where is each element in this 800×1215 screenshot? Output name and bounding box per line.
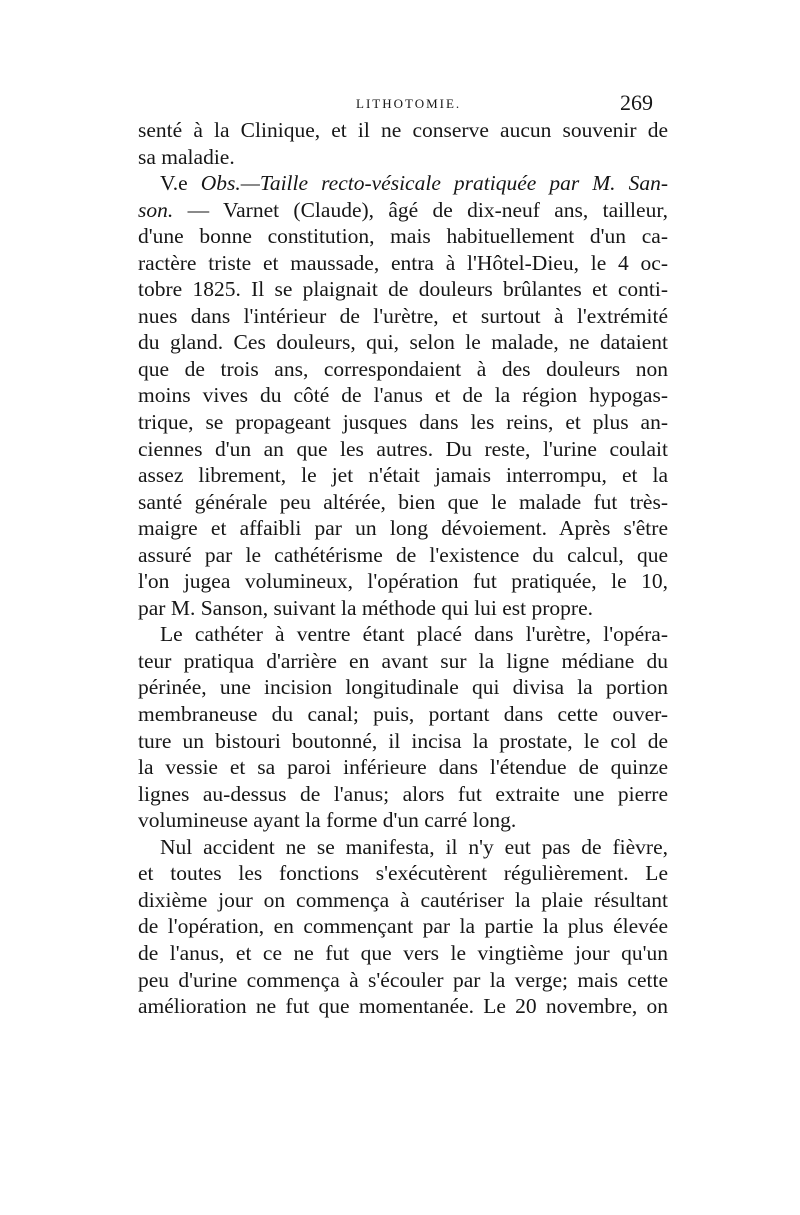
text-line <box>138 940 668 967</box>
text-run: moins vives du côté de l'anus et de la région hypogas- <box>138 383 668 408</box>
text-run: senté à la Clinique, et il ne conserve aucun souvenir de <box>138 118 668 142</box>
text-line <box>138 807 668 834</box>
text-run: trique, se propageant jusques dans les reins, et plus an- <box>138 410 668 435</box>
text-run: Le cathéter à ventre étant placé dans l'urètre, l'opéra- <box>160 622 668 647</box>
text-line <box>138 781 668 808</box>
italic-text: son. <box>138 197 174 222</box>
text-run: ractère triste et maussade, entra à l'Hôtel-Dieu, le 4 oc- <box>138 250 668 275</box>
text-line <box>138 834 668 861</box>
text-line <box>138 117 668 144</box>
text-line <box>138 701 668 728</box>
text-line <box>138 621 668 648</box>
text-line <box>138 887 668 914</box>
text-line <box>138 197 668 224</box>
text-run: amélioration ne fut que momentanée. Le 20 novembre, on <box>138 994 668 1019</box>
text-line <box>138 489 668 516</box>
text-run: du gland. Ces douleurs, qui, selon le malade, ne dataient <box>138 330 668 355</box>
text-line <box>138 648 668 675</box>
text-line <box>138 250 668 277</box>
text-line <box>138 568 668 595</box>
text-line <box>138 595 668 622</box>
text-run: par M. Sanson, suivant la méthode qui lui est propre. <box>138 595 594 620</box>
text-line <box>138 276 668 303</box>
text-line <box>138 223 668 250</box>
text-line <box>138 542 668 569</box>
text-run: teur pratiqua d'arrière en avant sur la ligne médiane du <box>138 648 668 673</box>
text-run: assuré par le cathétérisme de l'existence du calcul, que <box>138 542 668 567</box>
text-line <box>138 860 668 887</box>
body-text <box>138 117 668 1020</box>
text-run: peu d'urine commença à s'écouler par la verge; mais cette <box>138 967 668 992</box>
text-line <box>138 728 668 755</box>
text-line <box>138 515 668 542</box>
text-run: membraneuse du canal; puis, portant dans cette ouver- <box>138 702 668 727</box>
text-run: et toutes les fonctions s'exécutèrent régulièrement. Le <box>138 861 668 886</box>
text-line <box>138 436 668 463</box>
text-line <box>138 170 668 197</box>
text-line <box>138 462 668 489</box>
text-run: sa maladie. <box>138 144 235 169</box>
text-run: nues dans l'intérieur de l'urètre, et surtout à l'extrémité <box>138 303 668 328</box>
text-run: assez librement, le jet n'était jamais interrompu, et la <box>138 463 668 488</box>
text-line <box>138 674 668 701</box>
text-run: d'une bonne constitution, mais habituellement d'un ca- <box>138 224 668 249</box>
text-run: de l'opération, en commençant par la partie la plus élevée <box>138 914 668 939</box>
text-run: maigre et affaibli par un long dévoiement. Après s'être <box>138 516 668 541</box>
text-line <box>138 754 668 781</box>
text-run: ture un bistouri boutonné, il incisa la prostate, le col de <box>138 728 668 753</box>
text-run: V.e <box>160 171 201 196</box>
text-line <box>138 967 668 994</box>
text-run: — Varnet (Claude), âgé de dix-neuf ans, tailleur, <box>173 197 668 222</box>
text-run: de l'anus, et ce ne fut que vers le vingtième jour qu'un <box>138 940 668 965</box>
text-line <box>138 993 668 1020</box>
text-run: volumineuse ayant la forme d'un carré long. <box>138 808 517 833</box>
text-run: santé générale peu altérée, bien que le malade fut très- <box>138 489 668 514</box>
text-run: dixième jour on commença à cautériser la plaie résultant <box>138 887 668 912</box>
text-line <box>138 144 668 171</box>
text-line <box>138 303 668 330</box>
text-run: l'on jugea volumineux, l'opération fut pratiquée, le 10, <box>138 569 668 594</box>
text-line <box>138 356 668 383</box>
text-line <box>138 329 668 356</box>
text-line <box>138 913 668 940</box>
text-line <box>138 382 668 409</box>
text-run: la vessie et sa paroi inférieure dans l'étendue de quinze <box>138 755 668 780</box>
text-line <box>138 409 668 436</box>
text-run: ciennes d'un an que les autres. Du reste, l'urine coulait <box>138 436 668 461</box>
text-run: Nul accident ne se manifesta, il n'y eut pas de fièvre, <box>160 834 668 859</box>
text-run: tobre 1825. Il se plaignait de douleurs brûlantes et conti- <box>138 277 668 302</box>
text-run: que de trois ans, correspondaient à des douleurs non <box>138 356 668 381</box>
text-run: lignes au-dessus de l'anus; alors fut extraite une pierre <box>138 781 668 806</box>
running-title: LITHOTOMIE. <box>356 96 462 111</box>
italic-text: Obs.—Taille recto-vésicale pratiquée par M. San- <box>200 171 668 196</box>
page-number: 269 <box>620 90 653 115</box>
text-run: périnée, une incision longitudinale qui divisa la portion <box>138 675 668 700</box>
